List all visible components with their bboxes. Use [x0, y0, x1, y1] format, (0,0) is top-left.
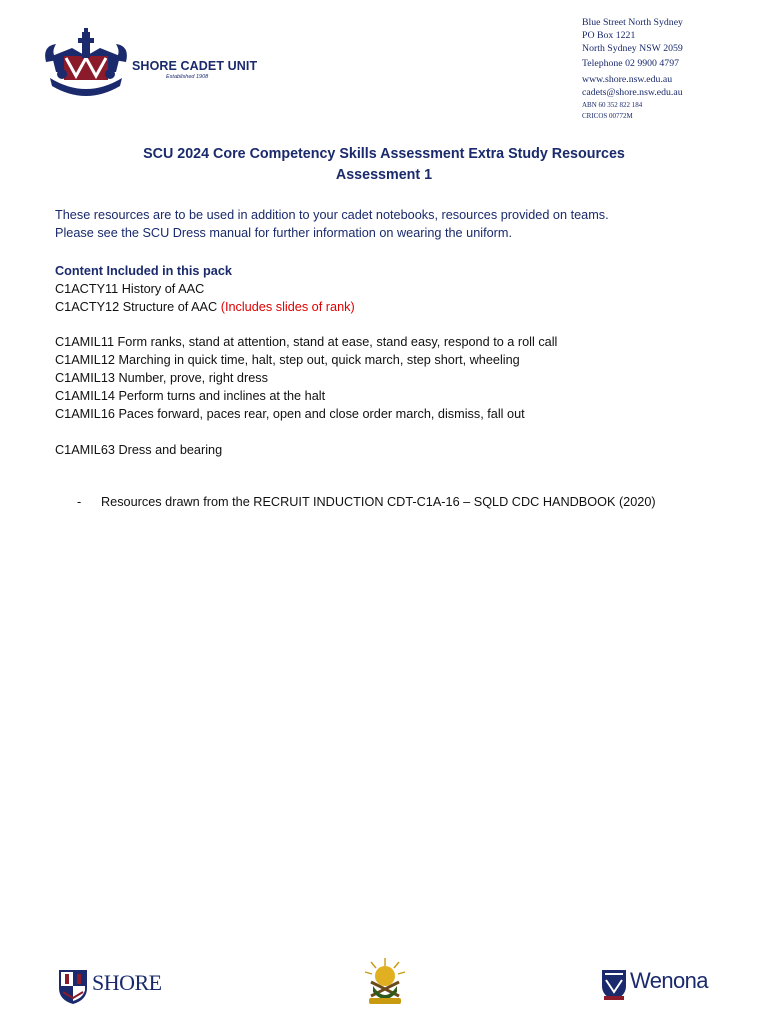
list-item: C1AMIL14 Perform turns and inclines at the halt	[55, 389, 326, 403]
list-item: C1AMIL12 Marching in quick time, halt, step out, quick march, step short, wheeling	[55, 353, 520, 367]
wenona-wordmark: Wenona	[630, 968, 708, 993]
address-street: Blue Street North Sydney	[582, 17, 683, 28]
address-suburb: North Sydney NSW 2059	[582, 42, 683, 54]
acty-list	[55, 280, 355, 316]
list-item: C1ACTY11 History of AAC	[55, 282, 205, 296]
address-email: cadets@shore.nsw.edu.au	[582, 86, 683, 98]
list-item: C1AMIL63 Dress and bearing	[55, 443, 223, 457]
unit-name: SHORE CADET UNIT	[132, 59, 258, 73]
army-cadets-badge	[361, 956, 409, 1006]
bullet-dash: -	[77, 495, 82, 509]
address-website: www.shore.nsw.edu.au	[582, 74, 673, 86]
shore-wordmark: SHORE	[92, 970, 162, 995]
list-item: C1AMIL16 Paces forward, paces rear, open and close order march, dismiss, fall out	[55, 407, 525, 421]
address-phone: Telephone 02 9900 4797	[582, 58, 679, 70]
rank-slides-note: (Includes slides of rank)	[220, 300, 355, 314]
intro-line: These resources are to be used in addition to your cadet notebooks, resources provided on teams.	[55, 208, 609, 222]
document-title: SCU 2024 Core Competency Skills Assessment Extra Study Resources	[143, 146, 625, 162]
resources-text: Resources drawn from the RECRUIT INDUCTION CDT-C1A-16 – SQLD CDC HANDBOOK (2020)	[101, 495, 656, 509]
unit-established: Established 1908	[166, 74, 209, 80]
shore-cadet-crest-logo	[42, 26, 130, 98]
address-block	[582, 17, 683, 122]
intro-line: Please see the SCU Dress manual for further information on wearing the uniform.	[55, 226, 512, 240]
list-item	[55, 298, 355, 316]
content-heading: Content Included in this pack	[55, 264, 232, 278]
document-subtitle: Assessment 1	[335, 167, 433, 183]
address-po-box: PO Box 1221	[582, 29, 636, 41]
list-item: C1AMIL11 Form ranks, stand at attention, stand at ease, stand easy, respond to a roll call	[55, 335, 558, 349]
intro-paragraph	[55, 206, 609, 242]
resources-bullet	[77, 493, 656, 511]
address-abn: ABN 60 352 822 184	[582, 100, 643, 109]
list-item: C1AMIL13 Number, prove, right dress	[55, 371, 268, 385]
list-item-text: C1ACTY12 Structure of AAC	[55, 300, 218, 314]
address-cricos: CRICOS 00772M	[582, 111, 633, 120]
amil-list	[55, 333, 557, 423]
